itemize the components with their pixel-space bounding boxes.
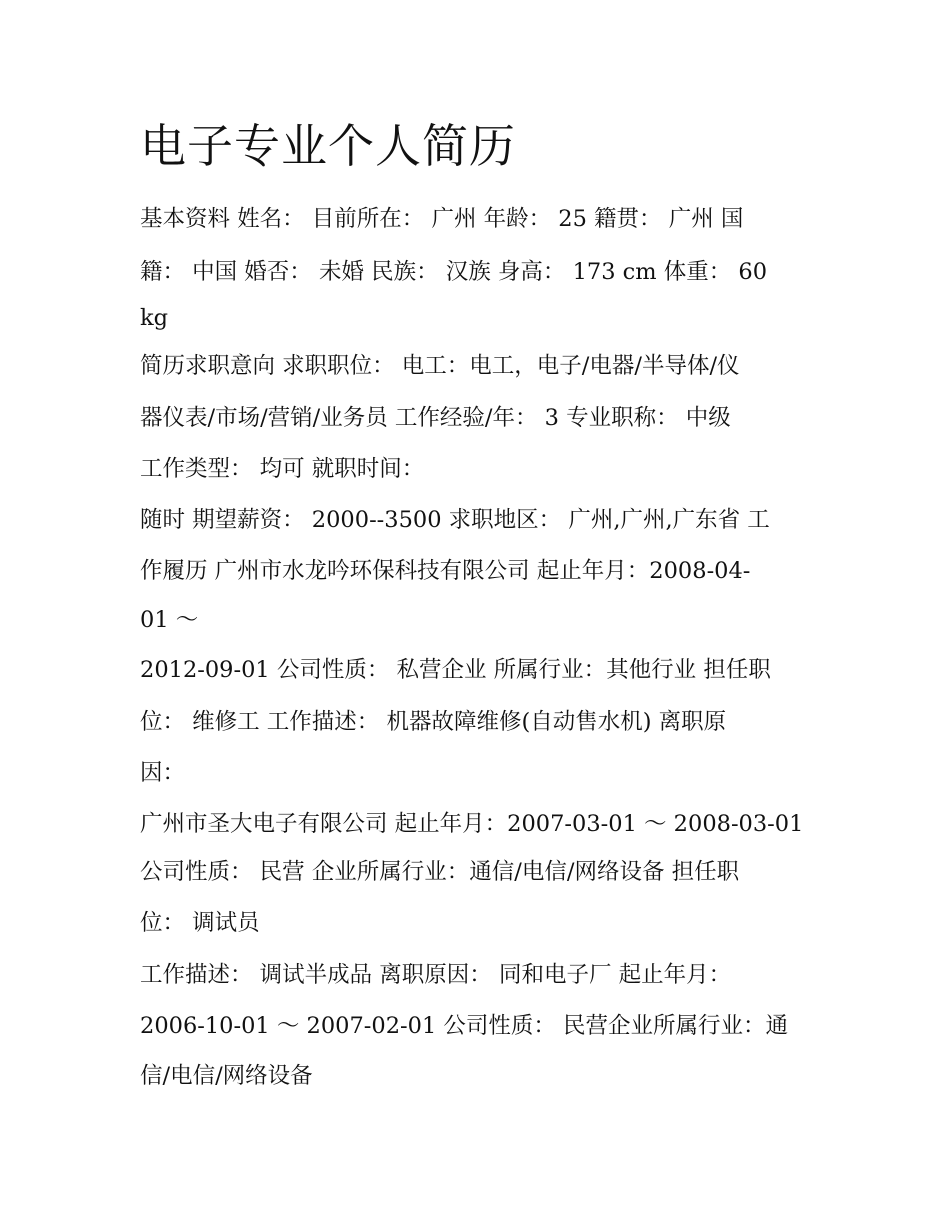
body-line-10: 2012-09-01 公司性质： 私营企业 所属行业：其他行业 担任职	[140, 657, 771, 683]
body-line-18: 信/电信/网络设备	[140, 1063, 313, 1089]
body-line-8: 作履历 广州市水龙吟环保科技有限公司 起止年月：2008-04-	[140, 558, 751, 584]
body-line-14: 公司性质： 民营 企业所属行业：通信/电信/网络设备 担任职	[140, 859, 740, 885]
body-line-11: 位： 维修工 工作描述： 机器故障维修(自动售水机) 离职原	[140, 709, 727, 735]
body-line-2: 籍： 中国 婚否： 未婚 民族： 汉族 身高： 173 cm 体重： 60	[140, 259, 768, 285]
body-line-5: 器仪表/市场/营销/业务员 工作经验/年： 3 专业职称： 中级	[140, 405, 731, 431]
body-line-6: 工作类型： 均可 就职时间：	[140, 456, 425, 482]
body-line-7: 随时 期望薪资： 2000--3500 求职地区： 广州,广州,广东省 工	[140, 507, 770, 533]
body-line-3: kg	[140, 305, 169, 331]
body-line-12: 因：	[140, 760, 186, 786]
body-line-4: 简历求职意向 求职职位： 电工：电工，电子/电器/半导体/仪	[140, 353, 740, 379]
body-line-9: 01 ～	[140, 607, 199, 633]
body-line-16: 工作描述： 调试半成品 离职原因： 同和电子厂 起止年月：	[140, 962, 732, 988]
body-line-13: 广州市圣大电子有限公司 起止年月：2007-03-01 ～ 2008-03-01	[140, 811, 804, 837]
body-line-1: 基本资料 姓名： 目前所在： 广州 年龄： 25 籍贯： 广州 国	[140, 206, 744, 232]
body-line-15: 位： 调试员	[140, 910, 260, 936]
body-line-17: 2006-10-01 ～ 2007-02-01 公司性质： 民营企业所属行业：通	[140, 1013, 789, 1039]
page-title: 电子专业个人简历	[140, 119, 516, 173]
